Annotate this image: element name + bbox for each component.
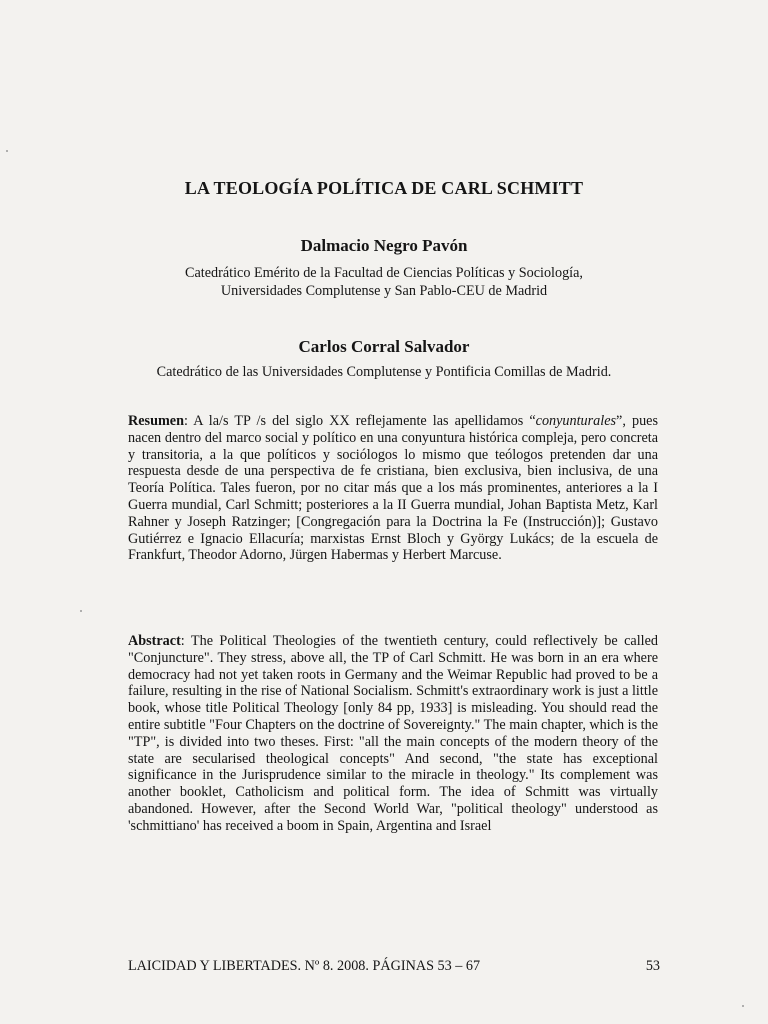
page-number: 53 [645, 958, 660, 974]
resumen-text: : A la/s TP /s del siglo XX reflejamente las apellidamos “ [183, 413, 536, 429]
abstract-label: Abstract [128, 633, 181, 649]
affiliation-line: Universidades Complutense y San Pablo-CEU de Madrid [220, 283, 548, 299]
affiliation-line: Catedrático Emérito de la Facultad de Ciencias Políticas y Sociología, [185, 265, 583, 281]
scan-speck [6, 150, 8, 152]
scan-speck [80, 610, 82, 612]
page-footer [128, 958, 660, 975]
resumen-text: ”, pues nacen dentro del marco social y político en una conyuntura histórica compleja, pero concreta y transitoria, a la que políticos y sociólogos lo mismo que teólogos pretenden dar una respuesta desde de una perspectiva de fe cristiana, bien exclusiva, bien inclusiva, de una Teoría Política. Tales fueron, por no citar más que a los más prominentes, anteriores a la I Guerra mundial, Carl Schmitt; posteriores a la II Guerra mundial, Johan Baptista Metz, Karl Rahner y Joseph Ratzinger; [Congregación para la Doctrina la Fe (Instrucción)]; Gustavo Gutiérrez e Ignacio Ellacuría; marxistas Ernst Bloch y György Lukács; de la escuela de Frankfurt, Theodor Adorno, Jürgen Habermas y Herbert Marcuse. [128, 413, 658, 564]
author-affiliation [0, 363, 768, 381]
resumen-label: Resumen [128, 413, 184, 429]
resumen-paragraph [128, 413, 658, 564]
abstract-paragraph [128, 633, 658, 835]
author-name: Dalmacio Negro Pavón [300, 236, 468, 255]
article-title: LA TEOLOGÍA POLÍTICA DE CARL SCHMITT [184, 178, 584, 198]
affiliation-line: Catedrático de las Universidades Complutense y Pontificia Comillas de Madrid. [156, 364, 612, 380]
journal-citation: LAICIDAD Y LIBERTADES. Nº 8. 2008. PÁGINAS 53 – 67 [128, 958, 481, 974]
scan-speck [742, 1005, 744, 1007]
author-name: Carlos Corral Salvador [298, 337, 470, 356]
resumen-italic-term: conyunturales [535, 413, 617, 429]
author-affiliation [0, 264, 768, 300]
abstract-text: : The Political Theologies of the twentieth century, could reflectively be called "Conjuncture". They stress, above all, the TP of Carl Schmitt. He was born in an era where democracy had not yet taken roots in Germany and the Weimar Republic had proved to be a failure, resulting in the rise of National Socialism. Schmitt's extraordinary work is just a little book, whose title Political Theology [only 84 pp, 1933] is misleading. You should read the entire subtitle "Four Chapters on the doctrine of Sovereignty." The main chapter, which is the "TP", is divided into two theses. First: "all the main concepts of the modern theory of the state are secularised theological concepts" And second, "the state has exceptional significance in the Jurisprudence similar to the miracle in theology." Its complement was another booklet, Catholicism and political form. The idea of Schmitt was virtually abandoned. However, after the Second World War, "political theology" understood as 'schmittiano' has received a boom in Spain, Argentina and Israel [128, 633, 658, 834]
